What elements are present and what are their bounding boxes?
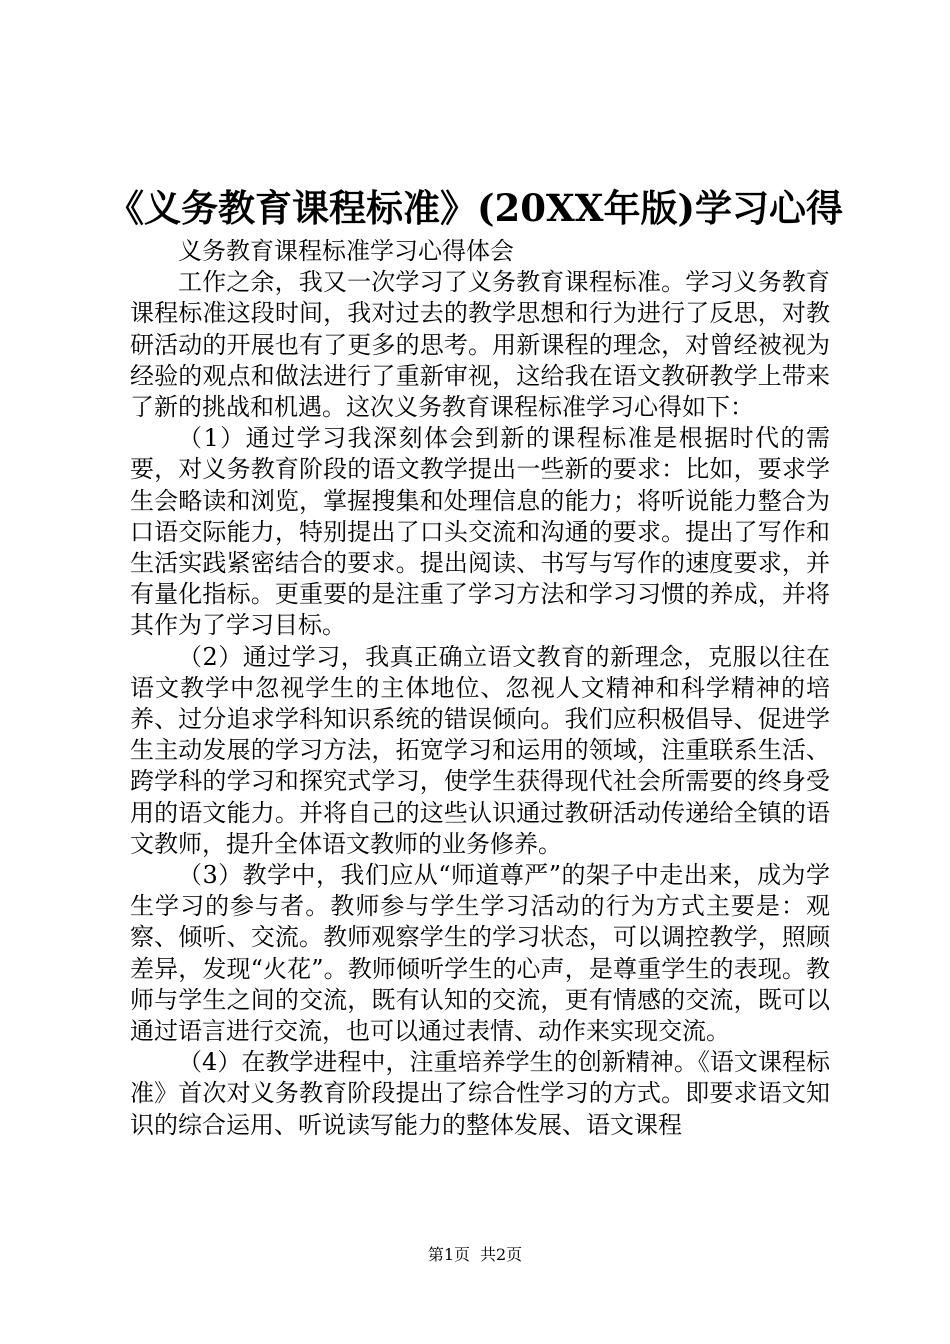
document-subtitle: 义务教育课程标准学习心得体会 xyxy=(178,237,514,265)
paragraph-point-1: （1）通过学习我深刻体会到新的课程标准是根据时代的需要，对义务教育阶段的语文教学提出一些新的要求：比如，要求学生会略读和浏览，掌握搜集和处理信息的能力；将听说能力整合为口语交际能力，特别提出了口头交流和沟通的要求。提出了写作和生活实践紧密结合的要求。提出阅读、书写与写作的速度要求，并有量化指标。更重要的是注重了学习方法和学习习惯的养成，并将其作为了学习目标。 xyxy=(130,424,830,640)
paragraph-point-4: （4）在教学进程中，注重培养学生的创新精神。《语文课程标准》首次对义务教育阶段提出了综合性学习的方式。即要求语文知识的综合运用、听说读写能力的整体发展、语文课程 xyxy=(130,1048,830,1139)
page-footer xyxy=(0,1245,950,1265)
document-title: 《义务教育课程标准》(20XX年版)学习心得 xyxy=(107,186,843,230)
paragraph-point-2: （2）通过学习，我真正确立语文教育的新理念，克服以往在语文教学中忽视学生的主体地位、忽视人文精神和科学精神的培养、过分追求学科知识系统的错误倾向。我们应积极倡导、促进学生主动发展的学习方法，拓宽学习和运用的领域，注重联系生活、跨学科的学习和探究式学习，使学生获得现代社会所需要的终身受用的语文能力。并将自己的这些认识通过教研活动传递给全镇的语文教师，提升全体语文教师的业务修养。 xyxy=(130,642,830,858)
page-number: 第1页 xyxy=(427,1245,470,1264)
paragraph-intro: 工作之余，我又一次学习了义务教育课程标准。学习义务教育课程标准这段时间，我对过去的教学思想和行为进行了反思，对教研活动的开展也有了更多的思考。用新课程的理念，对曾经被视为经验的观点和做法进行了重新审视，这给我在语文教研教学上带来了新的挑战和机遇。这次义务教育课程标准学习心得如下： xyxy=(130,268,830,422)
document-body xyxy=(130,236,830,1141)
page-total: 共2页 xyxy=(480,1245,523,1264)
paragraph-point-3: （3）教学中，我们应从“师道尊严”的架子中走出来，成为学生学习的参与者。教师参与学生学习活动的行为方式主要是：观察、倾听、交流。教师观察学生的学习状态，可以调控教学，照顾差异，发现“火花”。教师倾听学生的心声，是尊重学生的表现。教师与学生之间的交流，既有认知的交流，更有情感的交流，既可以通过语言进行交流，也可以通过表情、动作来实现交流。 xyxy=(130,861,830,1046)
